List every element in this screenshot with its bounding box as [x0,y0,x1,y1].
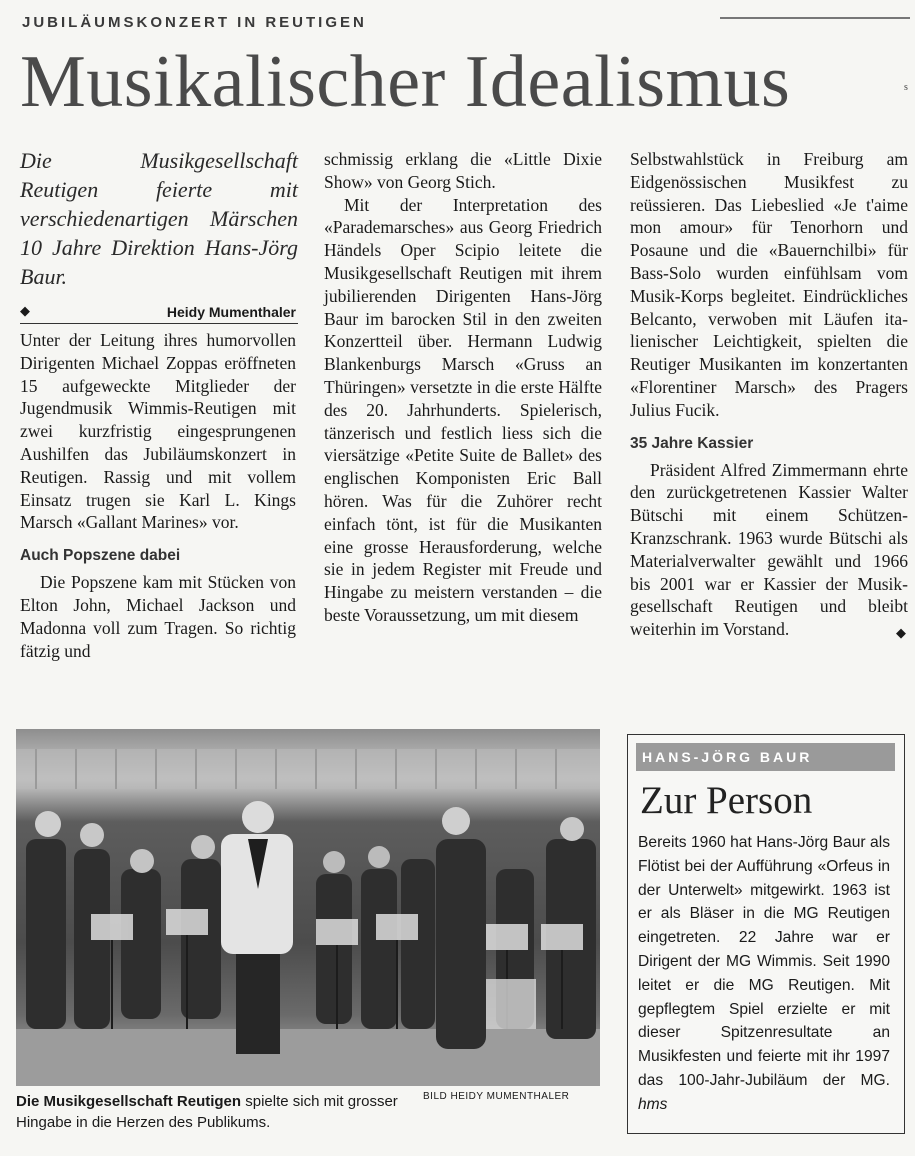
info-box-tag: HANS-JÖRG BAUR [636,743,895,771]
info-box-text [638,831,890,1117]
caption-bold: Die Musikgesellschaft Reutigen [16,1093,242,1110]
paragraph: Selbstwahlstück in Freiburg am Eidgenössischen Musikfest zu reüssieren. Das Liebeslied «Je t'aime mon amour» für Tenorhorn und Posaune und die «Bauernchilbi» für Bass-Solo wurden einfühlsam vom Musik-Korps begleitet. Eindrückliches Belcanto, verwoben mit Läufen italienischer Leichtigkeit, spielten die Reutiger Musikanten im konzertanten «Florentiner Marsch» des Pragers Julius Fucik. [630,149,908,420]
edge-fragment: s [904,82,908,93]
headline: Musikalischer Idealismus [20,41,791,123]
diamond-icon: ◆ [20,303,30,318]
band-photo [16,729,600,1086]
header-rule [720,17,910,19]
band-photo-illustration [16,729,600,1086]
lead-text: Die Musikgesellschaft Reutigen feierte mit verschiedenartigen Märschen 10 Jahre Direktion Hans-Jörg Baur. [20,148,298,289]
subheading: 35 Jahre Kassier [630,434,754,452]
subheading: Auch Popszene dabei [20,547,181,565]
article-column-1 [20,329,296,662]
info-box-signature: hms [638,1095,668,1113]
info-box-title: Zur Person [640,779,813,822]
lead-paragraph [20,146,298,291]
byline [20,303,298,324]
paragraph: Die Popszene kam mit Stücken von Elton John, Michael Jackson und Madonna voll zum Tragen. So richtig fätzig und [20,572,296,661]
end-diamond-icon: ◆ [896,625,906,641]
paragraph: Unter der Leitung ihres humorvollen Dirigenten Michael Zoppas eröffneten 15 aufgeweckte Mitglieder der Jugendmusik Wimmis-Reutigen mit zwei kurzfristig eingesprungenen Aushilfen das Jubiläumskonzert in Reutigen. Rassig und mit vollem Einsatz trugen sie Karl L. Kings Marsch «Gallant Marines» vor. [20,330,296,533]
info-box [627,734,905,1134]
paragraph: schmissig erklang die «Little Dixie Show» von Georg Stich. [324,149,602,192]
photo-caption [16,1091,436,1133]
paragraph: Mit der Interpretation des «Parademarsches» aus Georg Friedrich Händels Oper Scipio leitete die Musikgesellschaft Reutigen mit ihrem jubilierenden Dirigenten Hans-Jörg Baur im barocken Stil in den zweiten Konzertteil über. Hermann Ludwig Blankenburgs Marsch «Gruss an Thüringen» versetzte in die erste Hälfte des 20. Jahrhunderts. Spielerisch, tänzerisch und festlich liess sich die viersätzige «Petite Suite de Ballet» des englischen Komponisten Eric Ball hören. Was für die Zuhörer recht einfach tönt, ist für die Musikanten eine grosse Herausforderung, welche sie in jedem Register mit Freude und Hingabe zu meistern verstanden – die beste Voraussetzung, um mit diesem [324,194,602,625]
paragraph-text: Präsident Alfred Zimmermann ehrte den zurückgetretenen Kassier Walter Bütschi mit einem Schützen-Kranzschrank. 1963 wurde Bütschi als Materialverwalter gewählt und 1966 bis 2001 war er Kassier der Musikgesellschaft Reutigen und bleibt weiterhin im Vorstand. [630,459,908,640]
author-name: Heidy Mumenthaler [166,304,296,320]
caption-text: spielte sich mit grosser Hingabe in die Herzen des Publikums. [16,1093,398,1131]
paragraph [630,459,908,641]
photo-credit: BILD HEIDY MUMENTHALER [423,1091,570,1102]
article-column-2 [324,148,602,627]
article-column-3 [630,148,908,645]
section-kicker: JUBILÄUMSKONZERT IN REUTIGEN [22,14,367,31]
info-box-body: Bereits 1960 hat Hans-Jörg Baur als Flötist bei der Aufführung «Orfeus in der Unterwelt» mitgewirkt. 1963 ist er als Bläser in die MG Reutigen eingetreten. 22 Jahre war er Dirigent der MG Wimmis. Seit 1990 leitet er die MG Reutigen. Mit gepflegtem Spiel erzielte er mit dieser Spitzenresultate an Musikfesten und feierte mit ihr 1997 das 100-Jahr-Jubiläum der MG. [638,834,890,1089]
